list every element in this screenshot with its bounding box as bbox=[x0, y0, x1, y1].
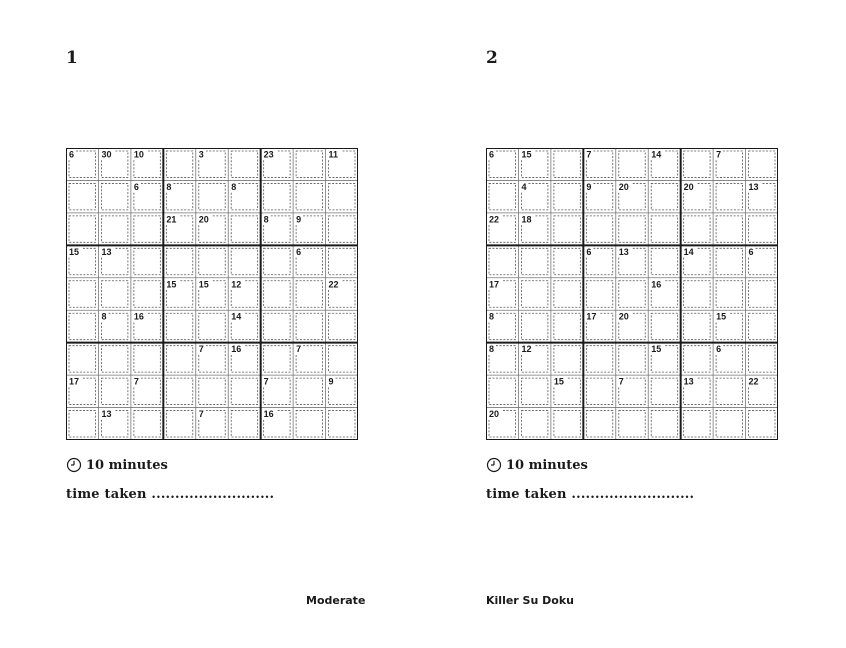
cell-r3c3[interactable] bbox=[131, 213, 163, 245]
cell-r5c8[interactable] bbox=[713, 278, 745, 310]
cage-clue: 14 bbox=[231, 311, 242, 322]
cage-clue: 7 bbox=[716, 149, 722, 160]
cage-clue: 15 bbox=[198, 279, 209, 290]
cage-clue: 15 bbox=[651, 344, 662, 355]
cell-r9c2[interactable] bbox=[518, 408, 550, 440]
cell-r5c1[interactable] bbox=[66, 278, 98, 310]
cage-clue: 9 bbox=[328, 376, 334, 387]
cell-r8c2[interactable] bbox=[518, 375, 550, 407]
cell-r4c4[interactable] bbox=[163, 245, 195, 277]
cell-r9c6[interactable] bbox=[648, 408, 680, 440]
cell-r3c9[interactable] bbox=[746, 213, 778, 245]
cage-clue: 20 bbox=[618, 181, 629, 192]
cell-r5c7[interactable] bbox=[681, 278, 713, 310]
cage-clue: 22 bbox=[748, 376, 759, 387]
cage-clue: 12 bbox=[231, 279, 242, 290]
cell-r9c8[interactable] bbox=[713, 408, 745, 440]
time-taken-2: time taken .......................... bbox=[486, 487, 695, 502]
cell-r4c7[interactable] bbox=[261, 245, 293, 277]
cage-clue: 15 bbox=[166, 279, 177, 290]
cage-clue: 15 bbox=[521, 149, 532, 160]
cell-r8c8[interactable] bbox=[713, 375, 745, 407]
cage-clue: 20 bbox=[489, 409, 500, 420]
cage-clue: 30 bbox=[101, 149, 112, 160]
cell-r6c9[interactable] bbox=[326, 310, 358, 342]
cage-clue: 18 bbox=[521, 214, 532, 225]
clock-icon bbox=[486, 457, 502, 473]
cell-r1c4[interactable] bbox=[163, 148, 195, 180]
cell-r3c7[interactable] bbox=[681, 213, 713, 245]
cage-clue: 23 bbox=[263, 149, 274, 160]
cage-clue: 17 bbox=[489, 279, 500, 290]
cage-clue: 15 bbox=[553, 376, 564, 387]
cell-r9c9[interactable] bbox=[326, 408, 358, 440]
cage-clue: 7 bbox=[133, 376, 139, 387]
cell-r7c9[interactable] bbox=[326, 343, 358, 375]
cage-clue: 20 bbox=[683, 181, 694, 192]
cell-r3c6[interactable] bbox=[228, 213, 260, 245]
cell-r8c2[interactable] bbox=[98, 375, 130, 407]
cell-r6c2[interactable] bbox=[518, 310, 550, 342]
cell-r5c9[interactable] bbox=[746, 278, 778, 310]
cell-r3c8[interactable] bbox=[713, 213, 745, 245]
cell-r4c2[interactable] bbox=[518, 245, 550, 277]
cell-r4c1[interactable] bbox=[486, 245, 518, 277]
cell-r8c4[interactable] bbox=[163, 375, 195, 407]
cell-r5c5[interactable] bbox=[616, 278, 648, 310]
cell-r6c1[interactable] bbox=[66, 310, 98, 342]
cage-clue: 3 bbox=[198, 149, 204, 160]
cell-r1c5[interactable] bbox=[616, 148, 648, 180]
cage-clue: 16 bbox=[651, 279, 662, 290]
cage-clue: 7 bbox=[618, 376, 624, 387]
cell-r7c7[interactable] bbox=[261, 343, 293, 375]
cage-clue: 22 bbox=[489, 214, 500, 225]
cell-r8c1[interactable] bbox=[486, 375, 518, 407]
cage-clue: 22 bbox=[328, 279, 339, 290]
cage-clue: 8 bbox=[489, 344, 495, 355]
cell-r9c8[interactable] bbox=[293, 408, 325, 440]
cell-r6c7[interactable] bbox=[681, 310, 713, 342]
cage-clue: 14 bbox=[683, 246, 694, 257]
cell-r9c7[interactable] bbox=[681, 408, 713, 440]
cell-r1c9[interactable] bbox=[746, 148, 778, 180]
cell-r9c3[interactable] bbox=[551, 408, 583, 440]
cell-r7c5[interactable] bbox=[616, 343, 648, 375]
cell-r9c9[interactable] bbox=[746, 408, 778, 440]
cell-r4c6[interactable] bbox=[228, 245, 260, 277]
cell-r5c2[interactable] bbox=[518, 278, 550, 310]
cell-r7c3[interactable] bbox=[131, 343, 163, 375]
cell-r3c3[interactable] bbox=[551, 213, 583, 245]
cell-r7c4[interactable] bbox=[163, 343, 195, 375]
cell-r2c2[interactable] bbox=[98, 180, 130, 212]
cell-r3c4[interactable] bbox=[583, 213, 615, 245]
killer-sudoku-grid-2[interactable] bbox=[486, 148, 778, 440]
cell-r9c6[interactable] bbox=[228, 408, 260, 440]
time-limit-2 bbox=[486, 457, 588, 473]
cage-clue: 8 bbox=[489, 311, 495, 322]
cell-r5c2[interactable] bbox=[98, 278, 130, 310]
cell-r6c7[interactable] bbox=[261, 310, 293, 342]
cage-clue: 16 bbox=[263, 409, 274, 420]
cell-r7c7[interactable] bbox=[681, 343, 713, 375]
cell-r9c1[interactable] bbox=[66, 408, 98, 440]
cage-clue: 16 bbox=[133, 311, 144, 322]
cage-clue: 6 bbox=[69, 149, 75, 160]
cell-r2c8[interactable] bbox=[713, 180, 745, 212]
cage-clue: 13 bbox=[683, 376, 694, 387]
cell-r2c1[interactable] bbox=[66, 180, 98, 212]
cell-r8c6[interactable] bbox=[228, 375, 260, 407]
cell-r2c9[interactable] bbox=[326, 180, 358, 212]
cage-clue: 20 bbox=[198, 214, 209, 225]
cage-clue: 7 bbox=[198, 409, 204, 420]
cage-clue: 8 bbox=[101, 311, 107, 322]
cage-clue: 11 bbox=[328, 149, 339, 160]
cage-clue: 13 bbox=[618, 246, 629, 257]
cage-clue: 7 bbox=[198, 344, 204, 355]
time-limit-label: 10 minutes bbox=[86, 457, 168, 473]
cell-r4c6[interactable] bbox=[648, 245, 680, 277]
clock-icon bbox=[66, 457, 82, 473]
cage-clue: 7 bbox=[296, 344, 302, 355]
cage-clue: 17 bbox=[586, 311, 597, 322]
cell-r1c8[interactable] bbox=[293, 148, 325, 180]
cell-r1c6[interactable] bbox=[228, 148, 260, 180]
cell-r2c8[interactable] bbox=[293, 180, 325, 212]
cage-clue: 13 bbox=[748, 181, 759, 192]
cage-clue: 12 bbox=[521, 344, 532, 355]
cage-clue: 7 bbox=[263, 376, 269, 387]
cage-clue: 14 bbox=[651, 149, 662, 160]
cell-r8c6[interactable] bbox=[648, 375, 680, 407]
cell-r2c6[interactable] bbox=[648, 180, 680, 212]
cage-clue: 8 bbox=[166, 181, 172, 192]
cell-r1c3[interactable] bbox=[551, 148, 583, 180]
killer-sudoku-grid-1[interactable] bbox=[66, 148, 358, 440]
cell-r9c4[interactable] bbox=[163, 408, 195, 440]
grid-svg bbox=[486, 148, 778, 440]
cage-clue: 15 bbox=[69, 246, 80, 257]
cage-clue: 16 bbox=[231, 344, 242, 355]
cage-clue: 7 bbox=[586, 149, 592, 160]
cell-r8c4[interactable] bbox=[583, 375, 615, 407]
grid-svg bbox=[66, 148, 358, 440]
cage-clue: 4 bbox=[521, 181, 527, 192]
cell-r3c6[interactable] bbox=[648, 213, 680, 245]
cage-clue: 8 bbox=[231, 181, 237, 192]
cell-r9c4[interactable] bbox=[583, 408, 615, 440]
cage-clue: 6 bbox=[133, 181, 139, 192]
cell-r1c7[interactable] bbox=[681, 148, 713, 180]
cage-clue: 10 bbox=[133, 149, 144, 160]
cell-r2c3[interactable] bbox=[551, 180, 583, 212]
cell-r6c8[interactable] bbox=[293, 310, 325, 342]
cage-clue: 20 bbox=[618, 311, 629, 322]
cage-clue: 13 bbox=[101, 409, 112, 420]
cage-clue: 21 bbox=[166, 214, 177, 225]
cell-r4c5[interactable] bbox=[196, 245, 228, 277]
cell-r2c7[interactable] bbox=[261, 180, 293, 212]
cell-r4c9[interactable] bbox=[326, 245, 358, 277]
cell-r8c8[interactable] bbox=[293, 375, 325, 407]
cell-r2c1[interactable] bbox=[486, 180, 518, 212]
puzzle-number-1: 1 bbox=[66, 48, 78, 68]
cell-r7c4[interactable] bbox=[583, 343, 615, 375]
cell-r4c8[interactable] bbox=[713, 245, 745, 277]
cage-clue: 6 bbox=[296, 246, 302, 257]
cage-clue: 6 bbox=[748, 246, 754, 257]
cage-clue: 9 bbox=[296, 214, 302, 225]
cage-clue: 13 bbox=[101, 246, 112, 257]
cell-r7c1[interactable] bbox=[66, 343, 98, 375]
cell-r6c4[interactable] bbox=[163, 310, 195, 342]
difficulty-label: Moderate bbox=[306, 594, 366, 607]
cell-r6c3[interactable] bbox=[551, 310, 583, 342]
time-limit-label: 10 minutes bbox=[506, 457, 588, 473]
cell-r3c5[interactable] bbox=[616, 213, 648, 245]
cell-r7c9[interactable] bbox=[746, 343, 778, 375]
cell-r9c3[interactable] bbox=[131, 408, 163, 440]
cell-r7c2[interactable] bbox=[98, 343, 130, 375]
cage-clue: 17 bbox=[69, 376, 80, 387]
cell-r5c3[interactable] bbox=[551, 278, 583, 310]
time-limit-1 bbox=[66, 457, 168, 473]
cell-r3c1[interactable] bbox=[66, 213, 98, 245]
cage-clue: 6 bbox=[586, 246, 592, 257]
time-taken-1: time taken .......................... bbox=[66, 487, 275, 502]
cell-r5c7[interactable] bbox=[261, 278, 293, 310]
book-title: Killer Su Doku bbox=[486, 594, 574, 607]
puzzle-number-2: 2 bbox=[486, 48, 498, 68]
cell-r6c5[interactable] bbox=[196, 310, 228, 342]
cell-r8c5[interactable] bbox=[196, 375, 228, 407]
cell-r9c5[interactable] bbox=[616, 408, 648, 440]
cell-r3c9[interactable] bbox=[326, 213, 358, 245]
cell-r7c3[interactable] bbox=[551, 343, 583, 375]
cage-clue: 6 bbox=[489, 149, 495, 160]
cell-r4c3[interactable] bbox=[131, 245, 163, 277]
cell-r5c8[interactable] bbox=[293, 278, 325, 310]
cell-r6c9[interactable] bbox=[746, 310, 778, 342]
cell-r4c3[interactable] bbox=[551, 245, 583, 277]
cell-r3c2[interactable] bbox=[98, 213, 130, 245]
cell-r2c5[interactable] bbox=[196, 180, 228, 212]
cage-clue: 15 bbox=[716, 311, 727, 322]
cell-r6c6[interactable] bbox=[648, 310, 680, 342]
cage-clue: 8 bbox=[263, 214, 269, 225]
cage-clue: 9 bbox=[586, 181, 592, 192]
cage-clue: 6 bbox=[716, 344, 722, 355]
cell-r5c3[interactable] bbox=[131, 278, 163, 310]
cell-r5c4[interactable] bbox=[583, 278, 615, 310]
